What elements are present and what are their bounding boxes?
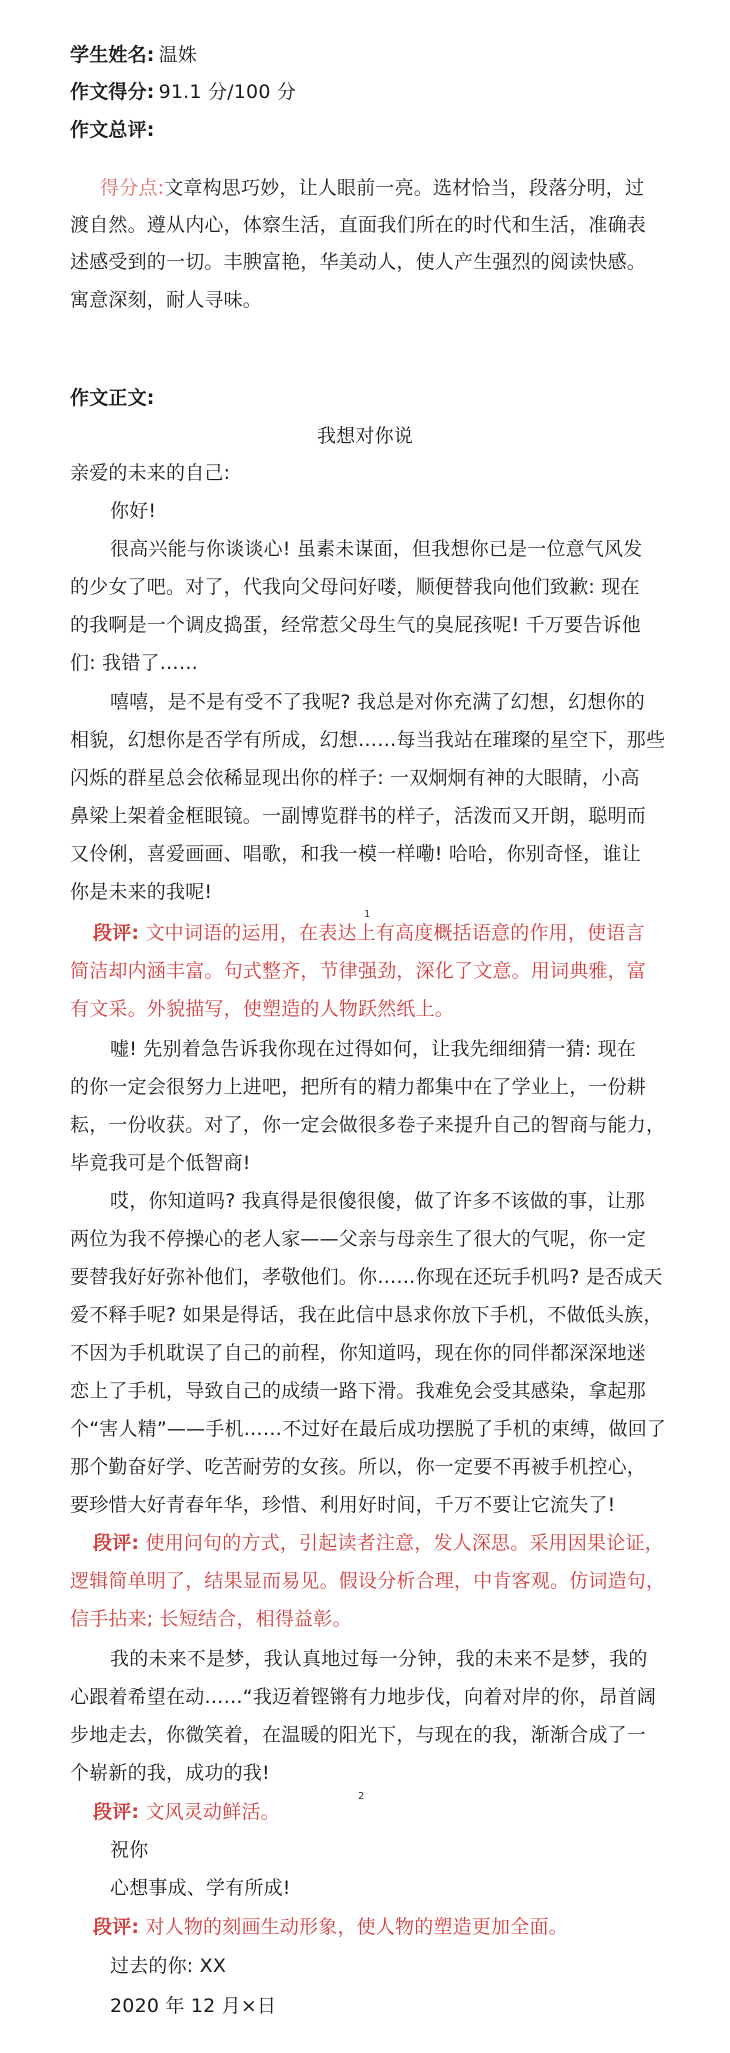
summary-line-3: 述感受到的一切。丰腴富艳，华美动人，使人产生强烈的阅读快感。	[70, 251, 647, 273]
paragraph-4-line: 爱不释手呢? 如果是得话，我在此信中恳求你放下手机，不做低头族，	[70, 1304, 663, 1326]
greeting: 你好!	[110, 500, 157, 522]
paragraph-5-line: 个崭新的我，成功的我!	[70, 1762, 270, 1784]
paragraph-4-line: 要珍惜大好青春年华，珍惜、利用好时间，千万不要让它流失了!	[70, 1494, 616, 1516]
paragraph-3-line: 的你一定会很努力上进吧，把所有的精力都集中在了学业上，一份耕	[70, 1076, 647, 1098]
paragraph-comment-2-line: 信手拈来; 长短结合，相得益彰。	[70, 1608, 352, 1630]
summary-text-1: 文章构思巧妙，让人眼前一亮。选材恰当，段落分明，过	[164, 177, 645, 199]
student-name-label: 学生姓名:	[70, 44, 155, 66]
essay-title: 我想对你说	[316, 425, 413, 447]
paragraph-1-line: 们: 我错了……	[70, 652, 199, 674]
essay-score-label: 作文得分:	[70, 81, 155, 103]
paragraph-2-line: 相貌，幻想你是否学有所成，幻想……每当我站在璀璨的星空下，那些	[70, 729, 666, 751]
paragraph-2-line: 你是未来的我呢!	[70, 881, 213, 903]
paragraph-4-line: 那个勤奋好学、吃苦耐劳的女孩。所以，你一定要不再被手机控心，	[70, 1456, 647, 1478]
paragraph-4-line: 两位为我不停操心的老人家——父亲与母亲生了很大的气呢，你一定	[70, 1228, 647, 1250]
paragraph-comment-2-line: 段评: 使用问句的方式，引起读者注意，发人深思。采用因果论证，	[93, 1532, 664, 1554]
paragraph-2-line: 鼻梁上架着金框眼镜。一副博览群书的样子，活泼而又开朗，聪明而	[70, 805, 647, 827]
overall-review-label: 作文总评:	[70, 119, 155, 141]
paragraph-4-line: 恋上了手机，导致自己的成绩一路下滑。我难免会受其感染，拿起那	[70, 1380, 647, 1402]
letter-date: 2020 年 12 月×日	[110, 1995, 277, 2017]
salutation: 亲爱的未来的自己:	[70, 462, 231, 484]
paragraph-2-line: 闪烁的群星总会依稀显现出你的样子: 一双炯炯有神的大眼睛，小高	[70, 767, 640, 789]
paragraph-4-line: 哎，你知道吗? 我真得是很傻很傻，做了许多不该做的事，让那	[110, 1190, 645, 1212]
paragraph-4-line: 个“害人精”——手机……不过好在最后成功摆脱了手机的束缚，做回了	[70, 1418, 667, 1440]
paragraph-5-line: 心跟着希望在动……“我迈着铿锵有力地步伐，向着对岸的你，昂首阔	[70, 1686, 657, 1708]
student-name-line	[70, 42, 197, 68]
paragraph-comment-1-line: 简洁却内涵丰富。句式整齐，节律强劲，深化了文意。用词典雅，富	[70, 960, 647, 982]
paragraph-1-line: 的少女了吧。对了，代我向父母问好喽，顺便替我向他们致歉: 现在	[70, 576, 640, 598]
paragraph-2-line: 又伶俐，喜爱画画、唱歌，和我一模一样嘞! 哈哈，你别奇怪，谁让	[70, 843, 641, 865]
closing-blessing: 心想事成、学有所成!	[110, 1877, 291, 1899]
student-name-value: 温姝	[158, 44, 198, 66]
summary-line-4: 寓意深刻，耐人寻味。	[70, 289, 263, 311]
paragraph-3-line: 耘，一份收获。对了，你一定会做很多卷子来提升自己的智商与能力，	[70, 1114, 666, 1136]
page-number-2: 2	[358, 1791, 365, 1802]
paragraph-comment-2-line: 逻辑简单明了，结果显而易见。假设分析合理，中肯客观。仿词造句，	[70, 1570, 666, 1592]
paragraph-3-line: 嘘! 先别着急告诉我你现在过得如何，让我先细细猜一猜: 现在	[110, 1038, 637, 1060]
paragraph-comment-1-line: 有文采。外貌描写，使塑造的人物跃然纸上。	[70, 998, 455, 1020]
summary-label: 得分点:	[100, 177, 165, 199]
summary-line-2: 渡自然。遵从内心，体察生活，直面我们所在的时代和生活，准确表	[70, 214, 647, 236]
paragraph-5-line: 我的未来不是梦，我认真地过每一分钟，我的未来不是梦，我的	[110, 1648, 648, 1670]
paragraph-3-line: 毕竟我可是个低智商!	[70, 1152, 251, 1174]
essay-score-line	[70, 79, 296, 105]
summary-line-1	[100, 175, 644, 201]
paragraph-comment-1-line: 段评: 文中词语的运用，在表达上有高度概括语意的作用，使语言	[93, 922, 645, 944]
paragraph-1-line: 的我啊是一个调皮捣蛋，经常惹父母生气的臭屁孩呢! 千万要告诉他	[70, 614, 641, 636]
paragraph-4-line: 要替我好好弥补他们，孝敬他们。你……你现在还玩手机吗? 是否成天	[70, 1266, 663, 1288]
closing-wish: 祝你	[110, 1839, 149, 1861]
paragraph-1-line: 很高兴能与你谈谈心! 虽素未谋面，但我想你已是一位意气风发	[110, 538, 643, 560]
paragraph-comment-3: 段评: 文风灵动鲜活。	[93, 1801, 280, 1823]
paragraph-4-line: 不因为手机耽误了自己的前程，你知道吗，现在你的同伴都深深地迷	[70, 1342, 647, 1364]
paragraph-comment-4: 段评: 对人物的刻画生动形象，使人物的塑造更加全面。	[93, 1916, 568, 1938]
paragraph-2-line: 嘻嘻，是不是有受不了我呢? 我总是对你充满了幻想，幻想你的	[110, 691, 645, 713]
essay-score-value: 91.1 分/100 分	[158, 81, 297, 103]
essay-section-label: 作文正文:	[70, 387, 155, 409]
page-number-1: 1	[364, 909, 371, 920]
signature: 过去的你: XX	[110, 1955, 227, 1977]
paragraph-5-line: 步地走去，你微笑着，在温暖的阳光下，与现在的我，渐渐合成了一	[70, 1724, 647, 1746]
